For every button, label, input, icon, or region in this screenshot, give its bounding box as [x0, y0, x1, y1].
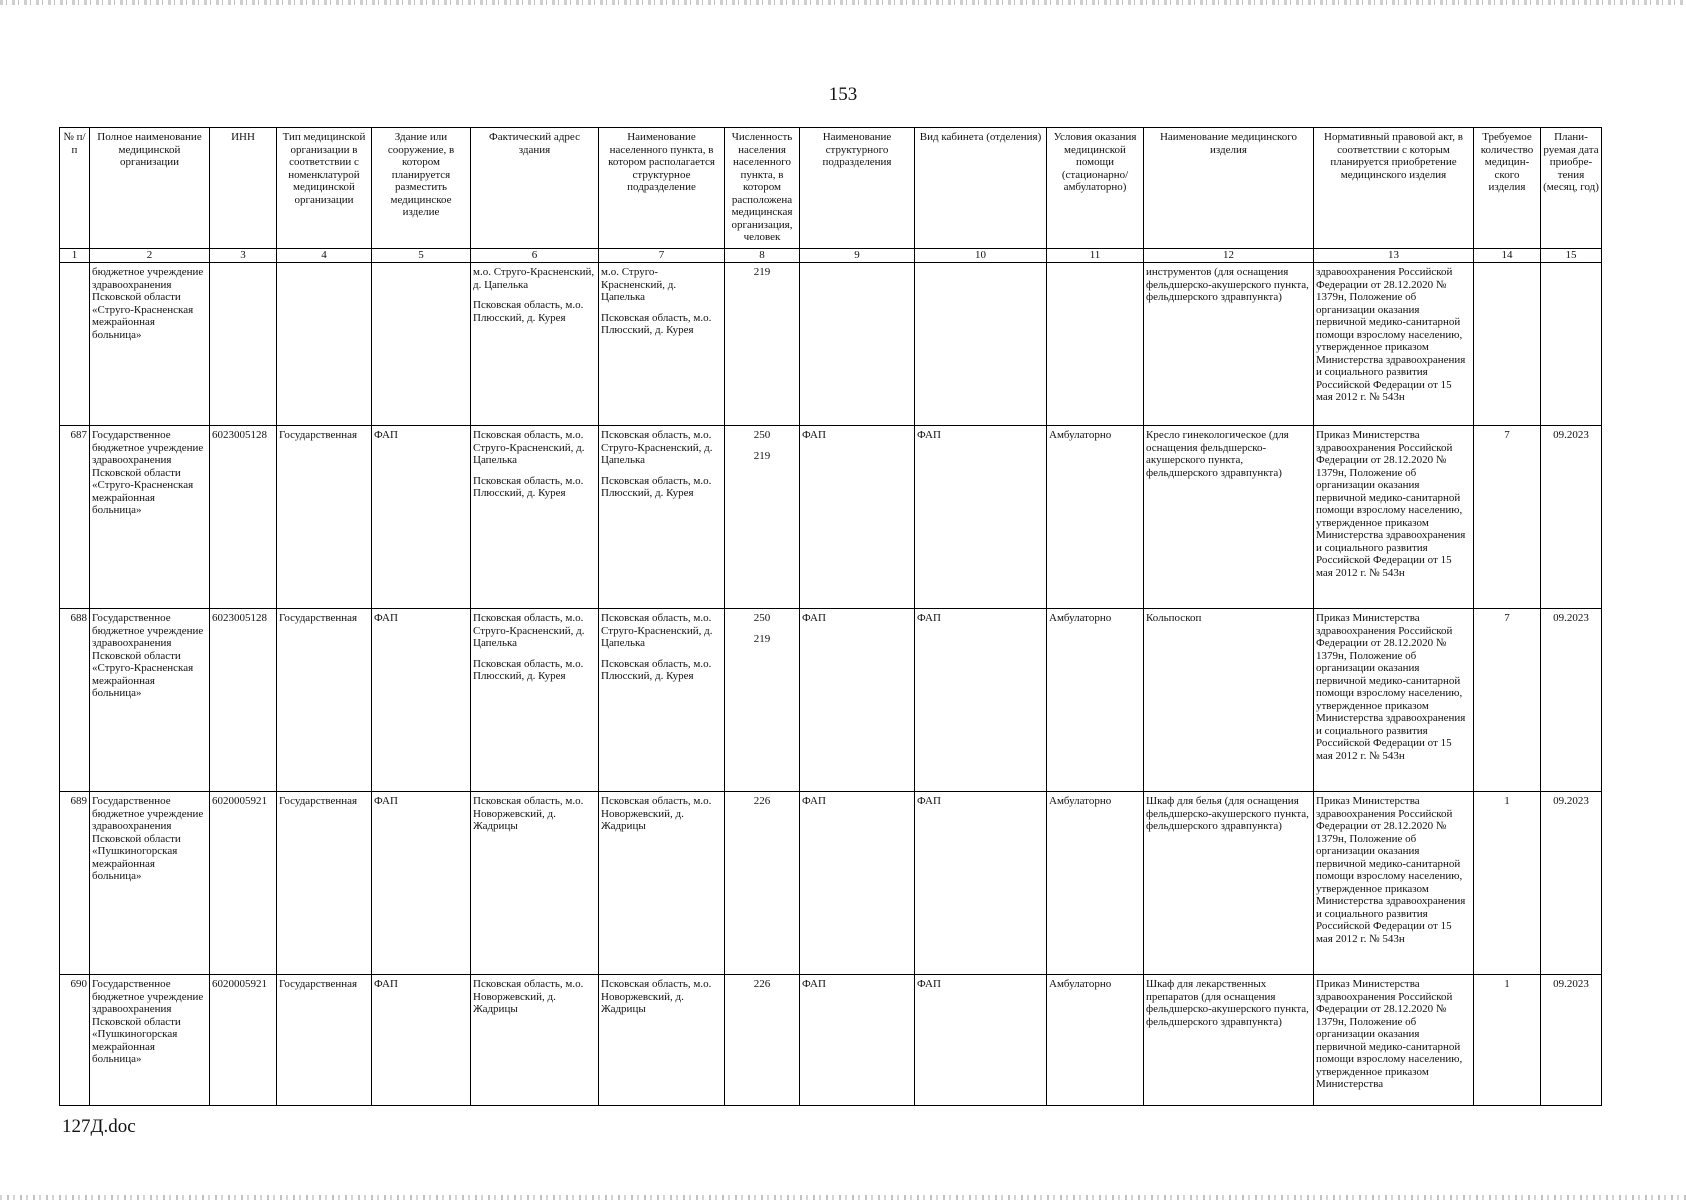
- planned-date: 09.2023: [1541, 426, 1602, 609]
- device-name: Шкаф для белья (для оснащения фельдшерско-акушерского пункта, фельдшерского здравпункта): [1144, 792, 1314, 975]
- table-row: [60, 792, 1602, 975]
- care-conditions: [1047, 263, 1144, 426]
- address-line: Псковская область, м.о. Плюсский, д. Курея: [473, 299, 584, 324]
- settlement-line: Псковская область, м.о. Плюсский, д. Курея: [601, 474, 712, 499]
- address-line: Псковская область, м.о. Струго-Красненский, д. Цапелька: [473, 612, 585, 649]
- actual-address: [471, 426, 599, 609]
- scan-edge-top: [0, 0, 1686, 5]
- settlement-line: Псковская область, м.о. Струго-Красненский, д. Цапелька: [601, 612, 713, 649]
- header-cell: Наименование медицинского изделия: [1144, 128, 1314, 249]
- actual-address: [471, 263, 599, 426]
- population-value: 219: [753, 266, 771, 278]
- table-row: [60, 426, 1602, 609]
- header-cell: Фактический адрес здания: [471, 128, 599, 249]
- planned-date: 09.2023: [1541, 792, 1602, 975]
- care-conditions: Амбулаторно: [1047, 792, 1144, 975]
- organization-type: Государственная: [277, 975, 372, 1106]
- column-number: 1: [60, 249, 90, 263]
- device-name: инструментов (для оснащения фельдшерско-акушерского пункта, фельдшерского здравпункта): [1144, 263, 1314, 426]
- header-cell: Наименование структурного подразделения: [800, 128, 915, 249]
- settlement: [599, 609, 725, 792]
- column-number: 7: [599, 249, 725, 263]
- device-name: Кольпоскоп: [1144, 609, 1314, 792]
- organization-name: Государственное бюджетное учреждение здравоохранения Псковской области «Струго-Красненская межрайонная больница»: [90, 609, 210, 792]
- structural-unit: ФАП: [800, 426, 915, 609]
- header-cell: Здание или сооружение, в котором планируется разместить медицинское изделие: [372, 128, 471, 249]
- footer-filename: 127Д.doc: [62, 1116, 136, 1137]
- population: [725, 975, 800, 1106]
- address-line: Псковская область, м.о. Струго-Красненский, д. Цапелька: [473, 429, 585, 466]
- cabinet-type: ФАП: [915, 975, 1047, 1106]
- column-number: 4: [277, 249, 372, 263]
- address-line: Псковская область, м.о. Плюсский, д. Курея: [473, 657, 584, 682]
- building: ФАП: [372, 792, 471, 975]
- column-number: 15: [1541, 249, 1602, 263]
- equipment-table: [59, 127, 1602, 1106]
- cabinet-type: ФАП: [915, 792, 1047, 975]
- inn: 6023005128: [210, 609, 277, 792]
- quantity: 1: [1474, 792, 1541, 975]
- column-number: 10: [915, 249, 1047, 263]
- scan-edge-bottom: [0, 1195, 1686, 1200]
- address-line: Псковская область, м.о. Новоржевский, д. Жадрицы: [473, 795, 584, 832]
- quantity: 7: [1474, 426, 1541, 609]
- row-number: 687: [60, 426, 90, 609]
- organization-type: Государственная: [277, 426, 372, 609]
- header-cell: № п/п: [60, 128, 90, 249]
- column-number: 2: [90, 249, 210, 263]
- settlement: [599, 426, 725, 609]
- settlement-line: Псковская область, м.о. Плюсский, д. Курея: [601, 311, 712, 336]
- header-cell: Полное наименование медицинской организации: [90, 128, 210, 249]
- building: ФАП: [372, 975, 471, 1106]
- settlement-line: Псковская область, м.о. Струго-Красненский, д. Цапелька: [601, 429, 713, 466]
- population-value: 250: [753, 612, 771, 624]
- organization-name: Государственное бюджетное учреждение здравоохранения Псковской области «Пушкиногорская межрайонная больница»: [90, 975, 210, 1106]
- quantity: 7: [1474, 609, 1541, 792]
- legal-act: Приказ Министерства здравоохранения Российской Федерации от 28.12.2020 № 1379н, Положение об организации оказания первичной медико-санитарной помощи взрослому населению, утвержденное приказом Министерства здравоохранения и социального развития Российской Федерации от 15 мая 2012 г. № 543н: [1314, 426, 1474, 609]
- settlement-line: Псковская область, м.о. Плюсский, д. Курея: [601, 657, 712, 682]
- organization-name: бюджетное учреждение здравоохранения Псковской области «Струго-Красненская межрайонная больница»: [90, 263, 210, 426]
- column-number: 3: [210, 249, 277, 263]
- column-number: 9: [800, 249, 915, 263]
- header-cell: Требуемое количество медицин-ского изделия: [1474, 128, 1541, 249]
- inn: [210, 263, 277, 426]
- header-cell: Наименование населенного пункта, в котором располагается структурное подразделение: [599, 128, 725, 249]
- population-value: 226: [753, 978, 771, 990]
- table-row: [60, 609, 1602, 792]
- inn: 6023005128: [210, 426, 277, 609]
- organization-name: Государственное бюджетное учреждение здравоохранения Псковской области «Пушкиногорская межрайонная больница»: [90, 792, 210, 975]
- header-cell: ИНН: [210, 128, 277, 249]
- population: [725, 263, 800, 426]
- settlement: [599, 263, 725, 426]
- planned-date: 09.2023: [1541, 975, 1602, 1106]
- column-number: 14: [1474, 249, 1541, 263]
- header-cell: Тип медицинской организации в соответствии с номенклатурой медицинской организации: [277, 128, 372, 249]
- population: [725, 792, 800, 975]
- settlement-line: Псковская область, м.о. Новоржевский, д. Жадрицы: [601, 978, 712, 1015]
- header-cell: Нормативный правовой акт, в соответствии с которым планируется приобретение медицинского изделия: [1314, 128, 1474, 249]
- population-value: 219: [753, 632, 771, 645]
- settlement-line: Псковская область, м.о. Новоржевский, д. Жадрицы: [601, 795, 712, 832]
- header-cell: Плани-руемая дата приобре-тения (месяц, год): [1541, 128, 1602, 249]
- settlement-line: м.о. Струго-Красненский, д. Цапелька: [601, 266, 677, 303]
- header-cell: Численность населения населенного пункта, в котором расположена медицинская организация, человек: [725, 128, 800, 249]
- actual-address: [471, 792, 599, 975]
- organization-type: [277, 263, 372, 426]
- inn: 6020005921: [210, 975, 277, 1106]
- care-conditions: Амбулаторно: [1047, 426, 1144, 609]
- organization-type: Государственная: [277, 609, 372, 792]
- quantity: 1: [1474, 975, 1541, 1106]
- quantity: [1474, 263, 1541, 426]
- column-number: 5: [372, 249, 471, 263]
- header-cell: Вид кабинета (отделения): [915, 128, 1047, 249]
- cabinet-type: ФАП: [915, 609, 1047, 792]
- device-name: Кресло гинекологическое (для оснащения фельдшерско-акушерского пункта, фельдшерского здравпункта): [1144, 426, 1314, 609]
- row-number: 688: [60, 609, 90, 792]
- legal-act: Приказ Министерства здравоохранения Российской Федерации от 28.12.2020 № 1379н, Положение об организации оказания первичной медико-санитарной помощи взрослому населению, утвержденное приказом Министерства здравоохранения и социального развития Российской Федерации от 15 мая 2012 г. № 543н: [1314, 792, 1474, 975]
- planned-date: [1541, 263, 1602, 426]
- settlement: [599, 975, 725, 1106]
- organization-type: Государственная: [277, 792, 372, 975]
- address-line: Псковская область, м.о. Плюсский, д. Курея: [473, 474, 584, 499]
- population: [725, 609, 800, 792]
- structural-unit: ФАП: [800, 975, 915, 1106]
- column-number: 8: [725, 249, 800, 263]
- address-line: м.о. Струго-Красненский, д. Цапелька: [473, 266, 595, 291]
- structural-unit: ФАП: [800, 609, 915, 792]
- care-conditions: Амбулаторно: [1047, 609, 1144, 792]
- care-conditions: Амбулаторно: [1047, 975, 1144, 1106]
- planned-date: 09.2023: [1541, 609, 1602, 792]
- population-value: 219: [753, 449, 771, 462]
- row-number: [60, 263, 90, 426]
- address-line: Псковская область, м.о. Новоржевский, д. Жадрицы: [473, 978, 584, 1015]
- column-number: 13: [1314, 249, 1474, 263]
- cabinet-type: [915, 263, 1047, 426]
- row-number: 690: [60, 975, 90, 1106]
- page-number: 153: [828, 84, 858, 105]
- cabinet-type: ФАП: [915, 426, 1047, 609]
- legal-act: здравоохранения Российской Федерации от 28.12.2020 № 1379н, Положение об организации оказания первичной медико-санитарной помощи взрослому населению, утвержденное приказом Министерства здравоохранения и социального развития Российской Федерации от 15 мая 2012 г. № 543н: [1314, 263, 1474, 426]
- table-row: [60, 263, 1602, 426]
- header-cell: Условия оказания медицинской помощи (стационарно/ амбулаторно): [1047, 128, 1144, 249]
- population: [725, 426, 800, 609]
- settlement: [599, 792, 725, 975]
- building: [372, 263, 471, 426]
- inn: 6020005921: [210, 792, 277, 975]
- device-name: Шкаф для лекарственных препаратов (для оснащения фельдшерско-акушерского пункта, фельдшерского здравпункта): [1144, 975, 1314, 1106]
- table-header-row: [60, 128, 1602, 249]
- building: ФАП: [372, 609, 471, 792]
- legal-act: Приказ Министерства здравоохранения Российской Федерации от 28.12.2020 № 1379н, Положение об организации оказания первичной медико-санитарной помощи взрослому населению, утвержденное приказом Министерства: [1314, 975, 1474, 1106]
- row-number: 689: [60, 792, 90, 975]
- table-row: [60, 975, 1602, 1106]
- organization-name: Государственное бюджетное учреждение здравоохранения Псковской области «Струго-Красненская межрайонная больница»: [90, 426, 210, 609]
- building: ФАП: [372, 426, 471, 609]
- structural-unit: [800, 263, 915, 426]
- column-number: 6: [471, 249, 599, 263]
- population-value: 226: [753, 795, 771, 807]
- actual-address: [471, 609, 599, 792]
- column-number: 12: [1144, 249, 1314, 263]
- column-number-row: [60, 249, 1602, 263]
- population-value: 250: [753, 429, 771, 441]
- structural-unit: ФАП: [800, 792, 915, 975]
- actual-address: [471, 975, 599, 1106]
- legal-act: Приказ Министерства здравоохранения Российской Федерации от 28.12.2020 № 1379н, Положение об организации оказания первичной медико-санитарной помощи взрослому населению, утвержденное приказом Министерства здравоохранения и социального развития Российской Федерации от 15 мая 2012 г. № 543н: [1314, 609, 1474, 792]
- column-number: 11: [1047, 249, 1144, 263]
